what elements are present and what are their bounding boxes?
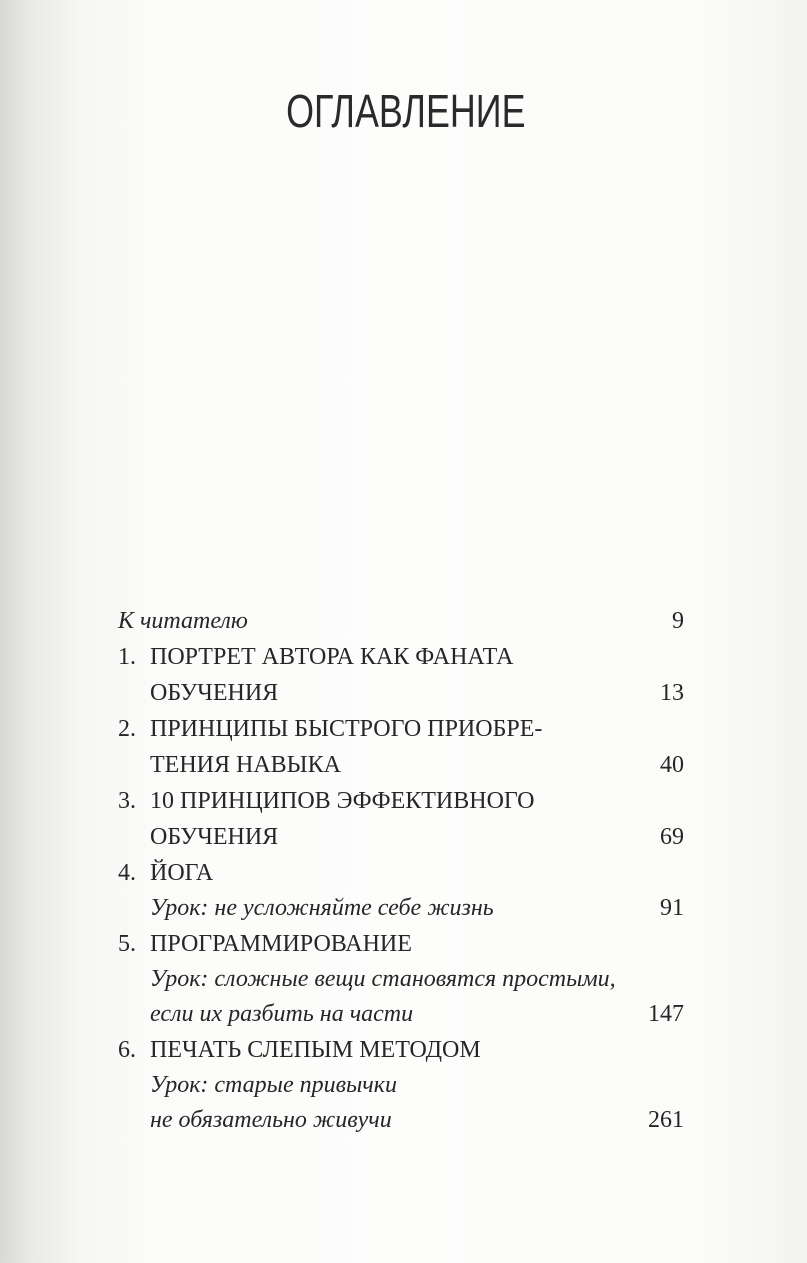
toc-line: [118, 639, 684, 675]
chapter-number: 4.: [118, 860, 136, 886]
toc-line: [118, 1068, 684, 1103]
chapter-number: 3.: [118, 788, 136, 814]
toc-page-number: 13: [660, 680, 684, 706]
toc-entry-chapter-6[interactable]: [118, 1032, 684, 1138]
toc-line: [118, 1032, 684, 1068]
toc-entry-title: К читателю: [118, 608, 248, 634]
chapter-lesson: Урок: старые привычки: [150, 1072, 397, 1098]
toc-line: [118, 783, 684, 819]
toc-line: [118, 855, 684, 891]
chapter-title: ПЕЧАТЬ СЛЕПЫМ МЕТОДОМ: [150, 1037, 481, 1063]
chapter-number: 6.: [118, 1037, 136, 1063]
chapter-title-continued: ОБУЧЕНИЯ: [150, 680, 279, 706]
toc-page-number: 147: [648, 1001, 684, 1027]
chapter-lesson-continued: не обязательно живучи: [150, 1107, 392, 1133]
chapter-title: 10 ПРИНЦИПОВ ЭФФЕКТИВНОГО: [150, 788, 535, 814]
toc-line: [118, 711, 684, 747]
toc-page-number: 9: [672, 608, 684, 634]
chapter-number: 1.: [118, 644, 136, 670]
toc-line: [118, 819, 684, 855]
toc-page-number: 91: [660, 895, 684, 921]
toc-line: [118, 962, 684, 997]
chapter-title: ПРИНЦИПЫ БЫСТРОГО ПРИОБРЕ-: [150, 716, 543, 742]
toc-line: [118, 926, 684, 962]
toc-entry-chapter-2[interactable]: [118, 711, 684, 783]
toc-entry-intro[interactable]: [118, 603, 684, 639]
chapter-lesson: Урок: не усложняйте себе жизнь: [150, 895, 494, 921]
toc-line: [118, 603, 684, 639]
chapter-title-continued: ТЕНИЯ НАВЫКА: [150, 752, 341, 778]
toc-page-number: 69: [660, 824, 684, 850]
chapter-title: ПРОГРАММИРОВАНИЕ: [150, 931, 412, 957]
toc-page-number: 261: [648, 1107, 684, 1133]
toc-entry-chapter-1[interactable]: [118, 639, 684, 711]
toc-line: [118, 747, 684, 783]
toc-line: [118, 997, 684, 1032]
toc-entry-chapter-4[interactable]: [118, 855, 684, 926]
chapter-title: ЙОГА: [150, 860, 214, 886]
table-of-contents: [118, 603, 684, 1138]
chapter-number: 5.: [118, 931, 136, 957]
toc-line: [118, 891, 684, 926]
toc-line: [118, 675, 684, 711]
toc-line: [118, 1103, 684, 1138]
toc-page-number: 40: [660, 752, 684, 778]
page-title: ОГЛАВЛЕНИЕ: [286, 85, 526, 137]
toc-entry-chapter-5[interactable]: [118, 926, 684, 1032]
chapter-lesson: Урок: сложные вещи становятся простыми,: [150, 966, 616, 992]
chapter-title-continued: ОБУЧЕНИЯ: [150, 824, 279, 850]
chapter-title: ПОРТРЕТ АВТОРА КАК ФАНАТА: [150, 644, 514, 670]
chapter-lesson-continued: если их разбить на части: [150, 1001, 414, 1027]
toc-entry-chapter-3[interactable]: [118, 783, 684, 855]
chapter-number: 2.: [118, 716, 136, 742]
